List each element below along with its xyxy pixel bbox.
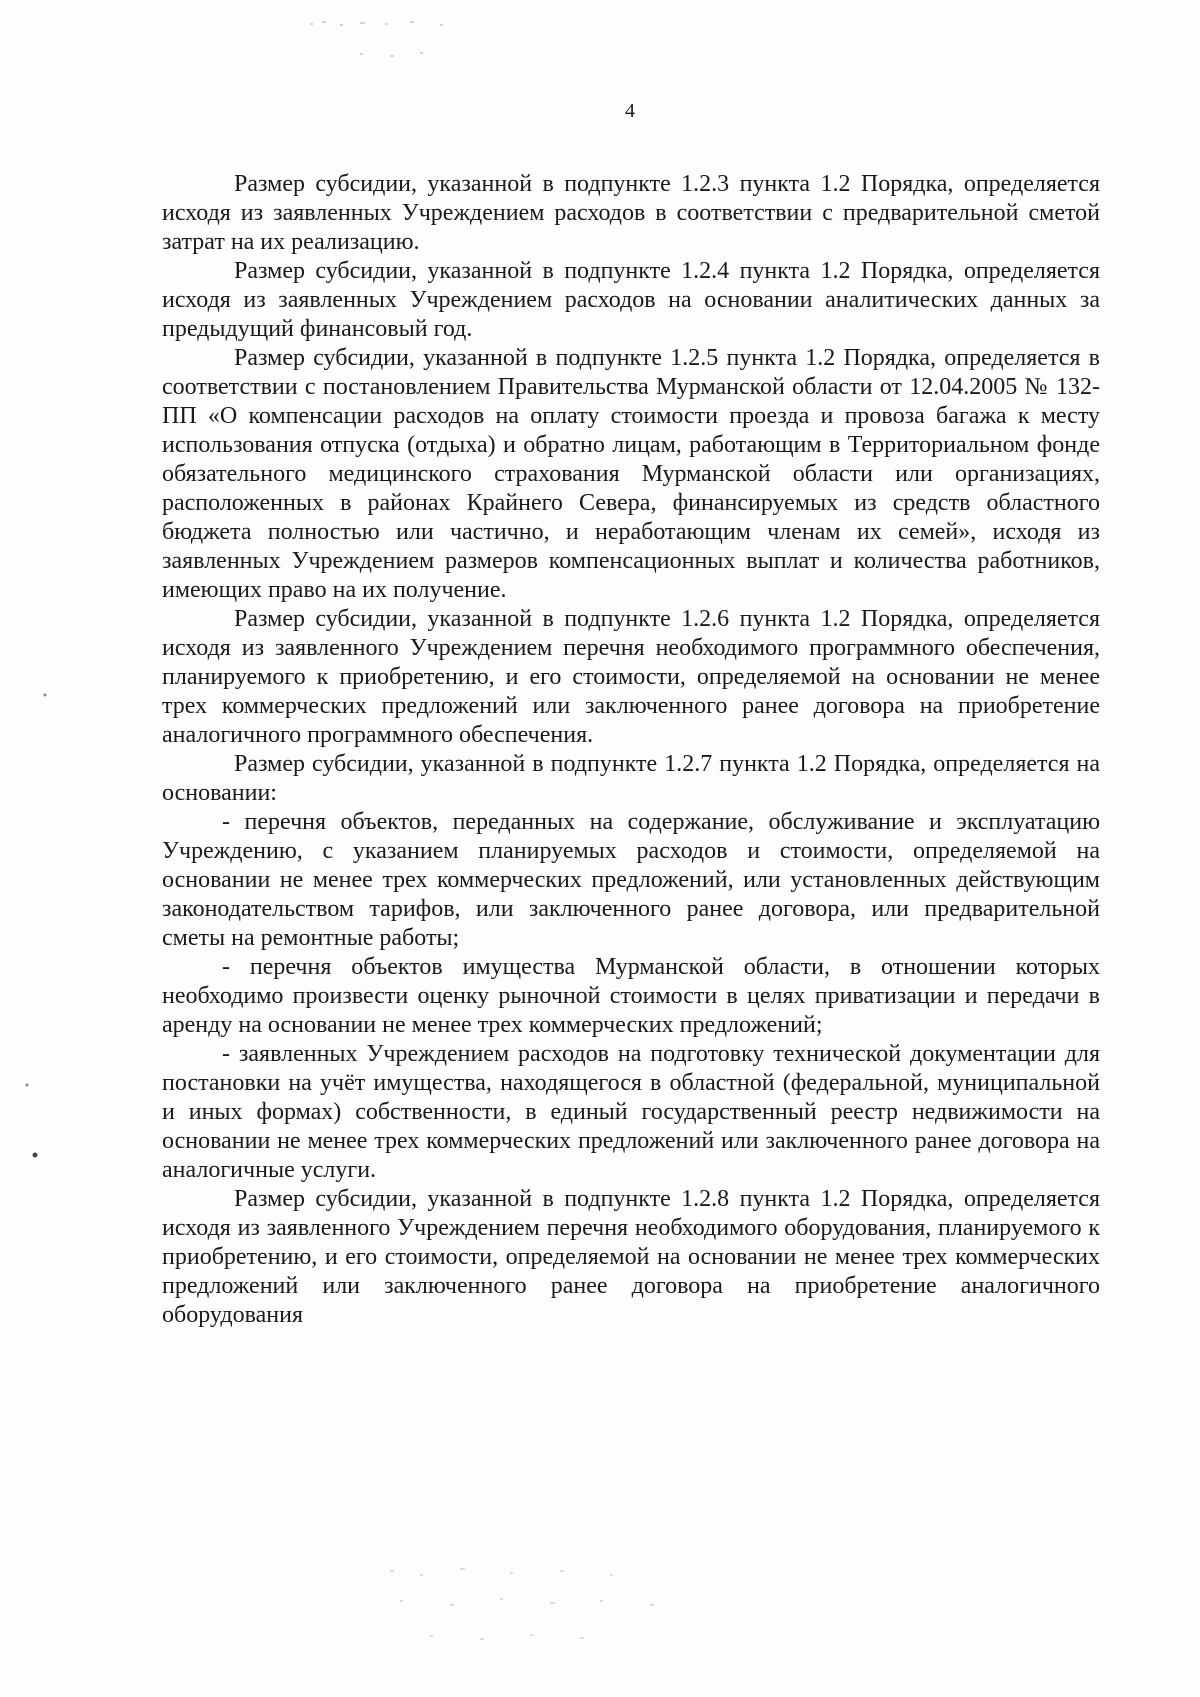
scan-artifact-bottom xyxy=(380,1560,720,1670)
scan-mark-left xyxy=(40,690,50,700)
document-body xyxy=(162,170,1100,1330)
paragraph-subsidy-1-2-8: Размер субсидии, указанной в подпункте 1.2.8 пункта 1.2 Порядка, определяется исходя из заявленного Учреждением перечня необходимого оборудования, планируемого к приобретению, и его стоимости, определяемой на основании не менее трех коммерческих предложений или заключенного ранее договора на приобретение аналогичного оборудования xyxy=(162,1186,1100,1328)
paragraph-subsidy-1-2-3: Размер субсидии, указанной в подпункте 1.2.3 пункта 1.2 Порядка, определяется исходя из заявленных Учреждением расходов в соответствии с предварительной сметой затрат на их реализацию. xyxy=(162,171,1100,255)
paragraph-subsidy-1-2-4: Размер субсидии, указанной в подпункте 1.2.4 пункта 1.2 Порядка, определяется исходя из заявленных Учреждением расходов на основании аналитических данных за предыдущий финансовый год. xyxy=(162,258,1100,342)
paragraph-subsidy-1-2-5: Размер субсидии, указанной в подпункте 1.2.5 пункта 1.2 Порядка, определяется в соответствии с постановлением Правительства Мурманской области от 12.04.2005 № 132-ПП «О компенсации расходов на оплату стоимости проезда и провоза багажа к месту использования отпуска (отдыха) и обратно лицам, работающим в Территориальном фонде обязательного медицинского страхования Мурманской области или организациях, расположенных в районах Крайнего Севера, финансируемых из средств областного бюджета полностью или частично, и неработающим членам их семей», исходя из заявленных Учреждением размеров компенсационных выплат и количества работников, имеющих право на их получение. xyxy=(162,345,1100,603)
list-item-technical-documentation: - заявленных Учреждением расходов на подготовку технической документации для постановки на учёт имущества, находящегося в областной (федеральной, муниципальной и иных формах) собственности, в единый государственный реестр недвижимости на основании не менее трех коммерческих предложений или заключенного ранее договора на аналогичные услуги. xyxy=(162,1041,1100,1183)
paragraph-subsidy-1-2-7: Размер субсидии, указанной в подпункте 1.2.7 пункта 1.2 Порядка, определяется на основании: xyxy=(162,751,1100,806)
paragraph-subsidy-1-2-6: Размер субсидии, указанной в подпункте 1.2.6 пункта 1.2 Порядка, определяется исходя из заявленного Учреждением перечня необходимого программного обеспечения, планируемого к приобретению, и его стоимости, определяемой на основании не менее трех коммерческих предложений или заключенного ранее договора на приобретение аналогичного программного обеспечения. xyxy=(162,606,1100,748)
scan-dot-left xyxy=(30,1150,40,1160)
page-number: 4 xyxy=(625,100,635,122)
list-item-objects-maintenance: - перечня объектов, переданных на содержание, обслуживание и эксплуатацию Учреждению, с указанием планируемых расходов и стоимости, определяемой на основании не менее трех коммерческих предложений, или установленных действующим законодательством тарифов, или заключенного ранее договора, или предварительной сметы на ремонтные работы; xyxy=(162,809,1100,951)
scan-mark-left-2 xyxy=(22,1080,32,1090)
scan-artifact-top xyxy=(300,15,500,65)
list-item-property-valuation: - перечня объектов имущества Мурманской области, в отношении которых необходимо произвести оценку рыночной стоимости в целях приватизации и передачи в аренду на основании не менее трех коммерческих предложений; xyxy=(162,954,1100,1038)
